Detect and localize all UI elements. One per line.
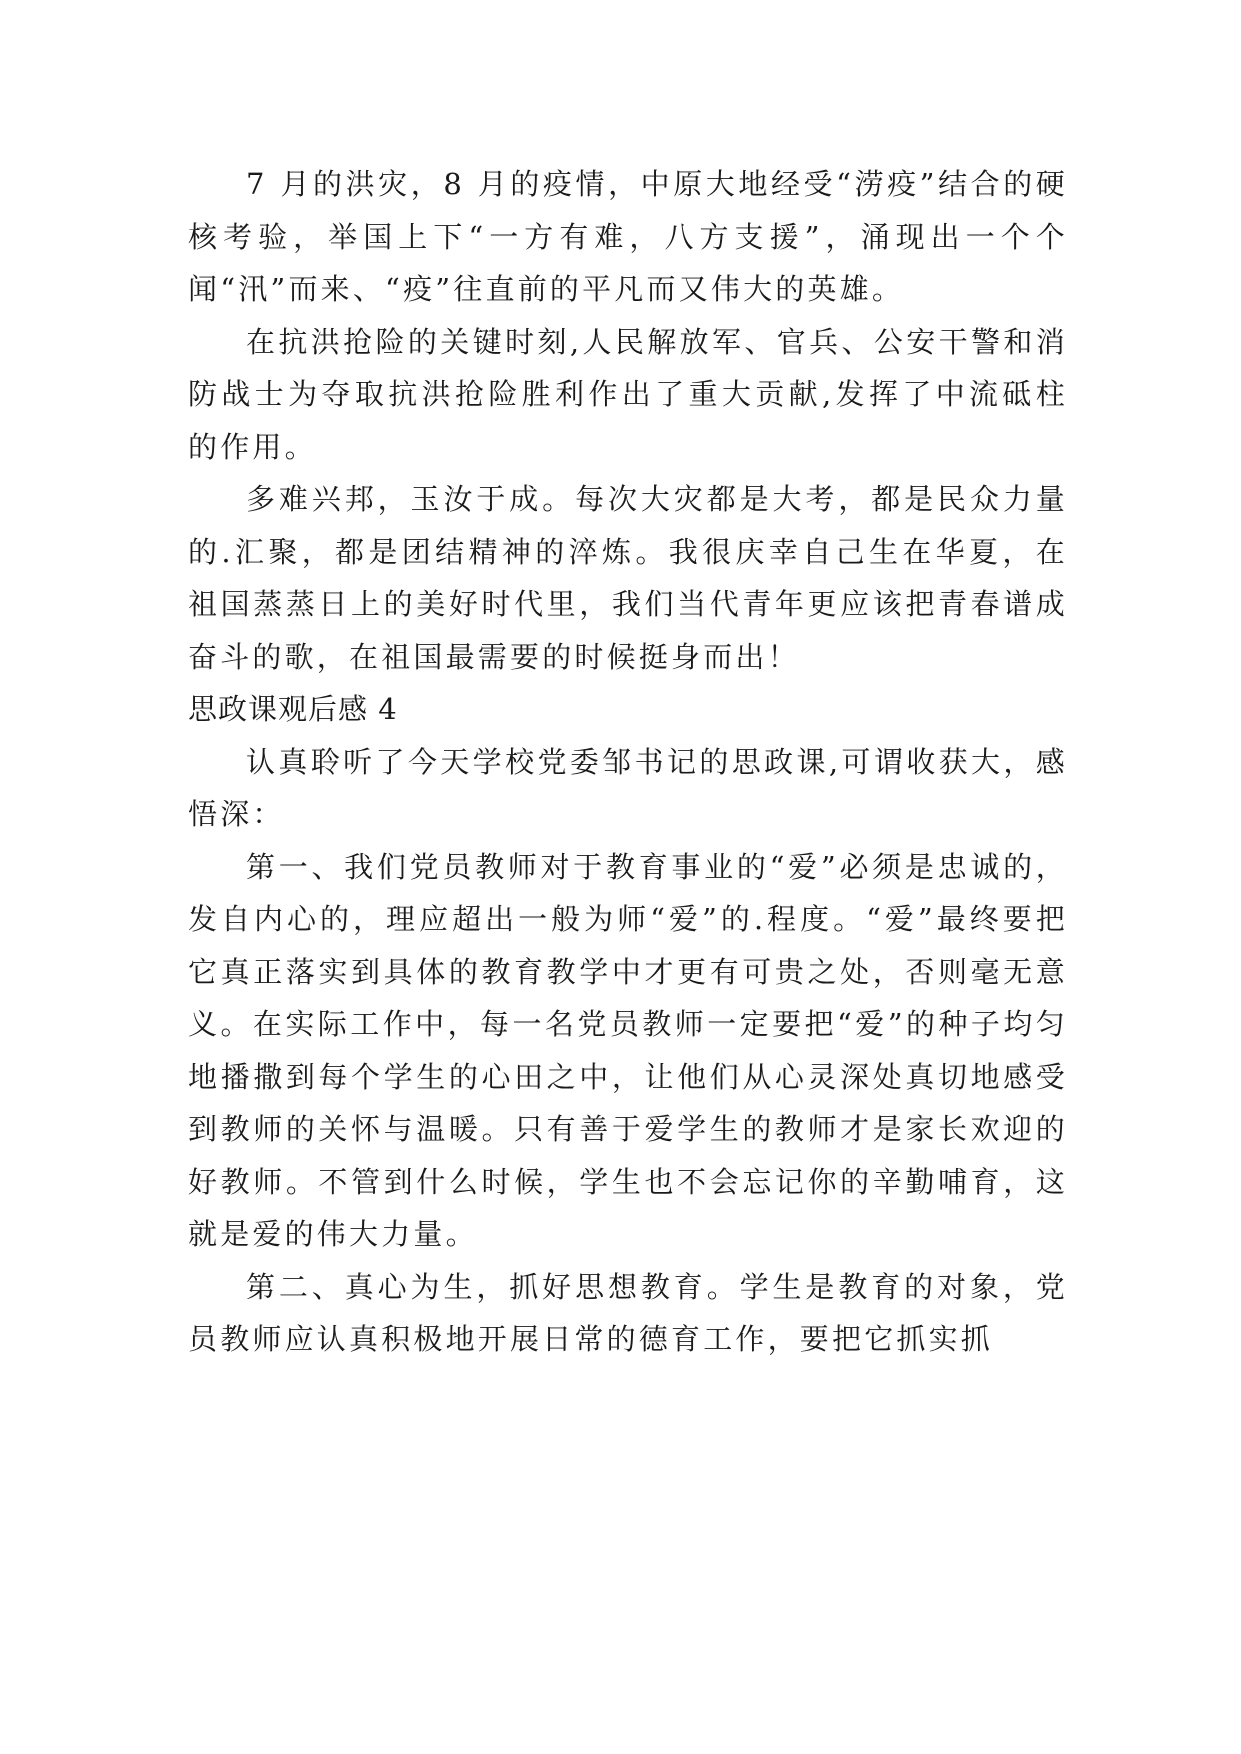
paragraph-flood-epidemic: 7 月的洪灾，8 月的疫情，中原大地经受“涝疫”结合的硬核考验，举国上下“一方有难，八方支援”，涌现出一个个闻“汛”而来、“疫”往直前的平凡而又伟大的英雄。 bbox=[188, 167, 1068, 306]
paragraph-point-two: 第二、真心为生，抓好思想教育。学生是教育的对象，党员教师应认真积极地开展日常的德育工作，要把它抓实抓 bbox=[188, 1269, 1068, 1356]
paragraph-youth: 多难兴邦，玉汝于成。每次大灾都是大考，都是民众力量的.汇聚，都是团结精神的淬炼。我很庆幸自己生在华夏，在祖国蒸蒸日上的美好时代里，我们当代青年更应该把青春谱成奋斗的歌，在祖国最需要的时候挺身而出！ bbox=[188, 482, 1068, 674]
document-body bbox=[188, 158, 1068, 1366]
section-title: 思政课观后感 4 bbox=[188, 692, 398, 726]
paragraph-point-one: 第一、我们党员教师对于教育事业的“爱”必须是忠诚的，发自内心的，理应超出一般为师“爱”的.程度。“爱”最终要把它真正落实到具体的教育教学中才更有可贵之处，否则毫无意义。在实际工作中，每一名党员教师一定要把“爱”的种子均匀地播撒到每个学生的心田之中，让他们从心灵深处真切地感受到教师的关怀与温暖。只有善于爱学生的教师才是家长欢迎的好教师。不管到什么时候，学生也不会忘记你的辛勤哺育，这就是爱的伟大力量。 bbox=[188, 849, 1068, 1251]
paragraph-intro: 认真聆听了今天学校党委邹书记的思政课,可谓收获大，感悟深： bbox=[188, 744, 1068, 831]
paragraph-flood-rescue: 在抗洪抢险的关键时刻,人民解放军、官兵、公安干警和消防战士为夺取抗洪抢险胜利作出了重大贡献,发挥了中流砥柱的作用。 bbox=[188, 324, 1068, 464]
